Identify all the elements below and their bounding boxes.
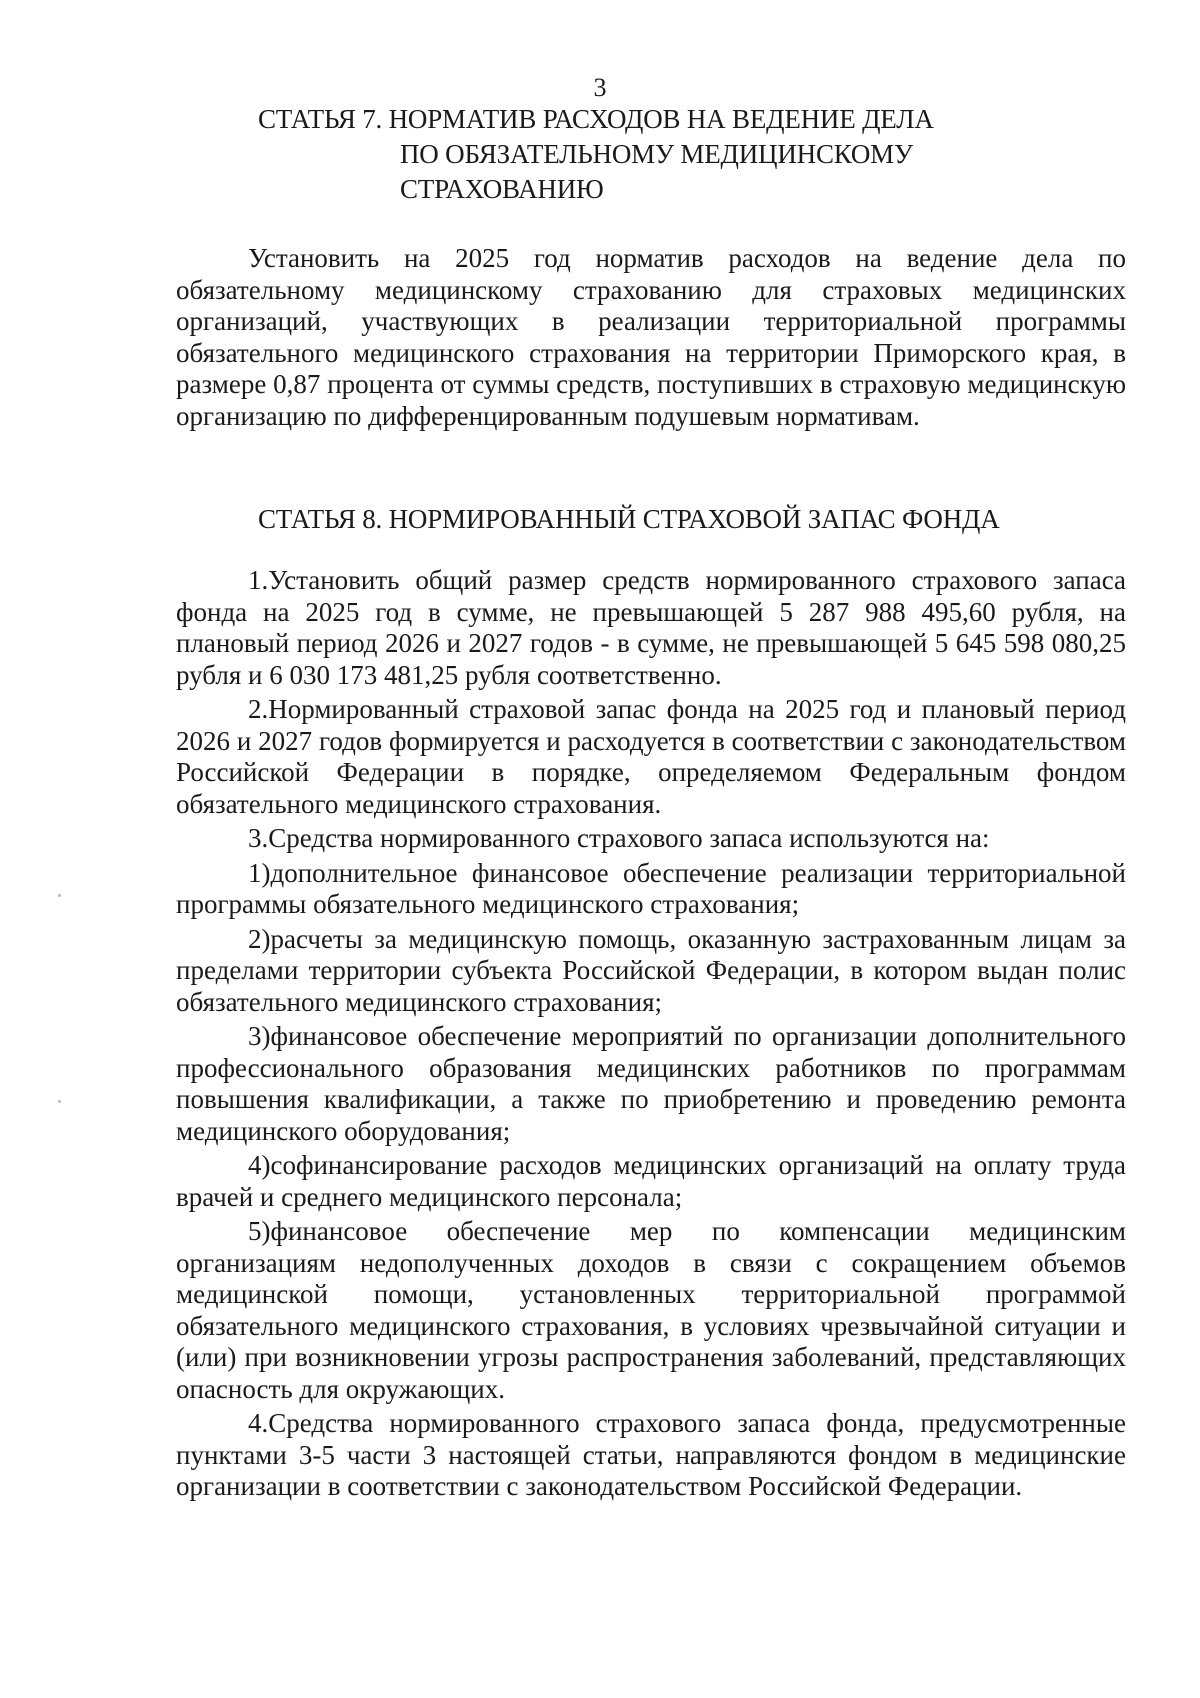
article-8-paragraph-4: 4.Средства нормированного страхового запаса фонда, предусмотренные пунктами 3-5 части 3 настоящей статьи, направляются фондом в медицинские организации в соответствии с законодательством Российской Федерации. (176, 1408, 1126, 1501)
article-8-heading: СТАТЬЯ 8. НОРМИРОВАННЫЙ СТРАХОВОЙ ЗАПАС ФОНДА (258, 504, 1000, 534)
article-8-item-1: 1)дополнительное финансовое обеспечение реализации территориальной программы обязательного медицинского страхования; (176, 857, 1126, 919)
article-7-body (176, 243, 1126, 432)
article-7-heading-line-2: ПО ОБЯЗАТЕЛЬНОМУ МЕДИЦИНСКОМУ (400, 139, 913, 169)
article-8-body (176, 565, 1126, 1503)
scan-speck (58, 894, 61, 897)
article-8-item-4: 4)софинансирование расходов медицинских организаций на оплату труда врачей и среднего медицинского персонала; (176, 1150, 1126, 1212)
scan-speck (58, 1100, 61, 1103)
article-8-item-3: 3)финансовое обеспечение мероприятий по организации дополнительного профессионального образования медицинских работников по программам повышения квалификации, а также по приобретению и проведению ремонта медицинского оборудования; (176, 1021, 1126, 1146)
article-8-paragraph-2: 2.Нормированный страховой запас фонда на 2025 год и плановый период 2026 и 2027 годов формируется и расходуется в соответствии с законодательством Российской Федерации в порядке, определяемом Федеральным фондом обязательного медицинского страхования. (176, 694, 1126, 819)
article-7-heading-line-1: СТАТЬЯ 7. НОРМАТИВ РАСХОДОВ НА ВЕДЕНИЕ ДЕЛА (258, 104, 934, 134)
article-7-heading (258, 102, 934, 207)
article-7-heading-line-3: СТРАХОВАНИЮ (400, 174, 604, 204)
article-8-item-5: 5)финансовое обеспечение мер по компенсации медицинским организациям недополученных доходов в связи с сокращением объемов медицинской помощи, установленных территориальной программой обязательного медицинского страхования, в условиях чрезвычайной ситуации и (или) при возникновении угрозы распространения заболеваний, представляющих опасность для окружающих. (176, 1216, 1126, 1404)
page-number: 3 (593, 73, 607, 102)
article-8-item-2: 2)расчеты за медицинскую помощь, оказанную застрахованным лицам за пределами территории субъекта Российской Федерации, в котором выдан полис обязательного медицинского страхования; (176, 923, 1126, 1017)
article-8-paragraph-1: 1.Установить общий размер средств нормированного страхового запаса фонда на 2025 год в сумме, не превышающей 5 287 988 495,60 рубля, на плановый период 2026 и 2027 годов - в сумме, не превышающей 5 645 598 080,25 рубля и 6 030 173 481,25 рубля соответственно. (176, 565, 1126, 690)
article-8-paragraph-3: 3.Средства нормированного страхового запаса используются на: (248, 823, 990, 853)
article-7-paragraph: Установить на 2025 год норматив расходов на ведение дела по обязательному медицинскому страхованию для страховых медицинских организаций, участвующих в реализации территориальной программы обязательного медицинского страхования на территории Приморского края, в размере 0,87 процента от суммы средств, поступивших в страховую медицинскую организацию по дифференцированным подушевым нормативам. (176, 243, 1126, 431)
